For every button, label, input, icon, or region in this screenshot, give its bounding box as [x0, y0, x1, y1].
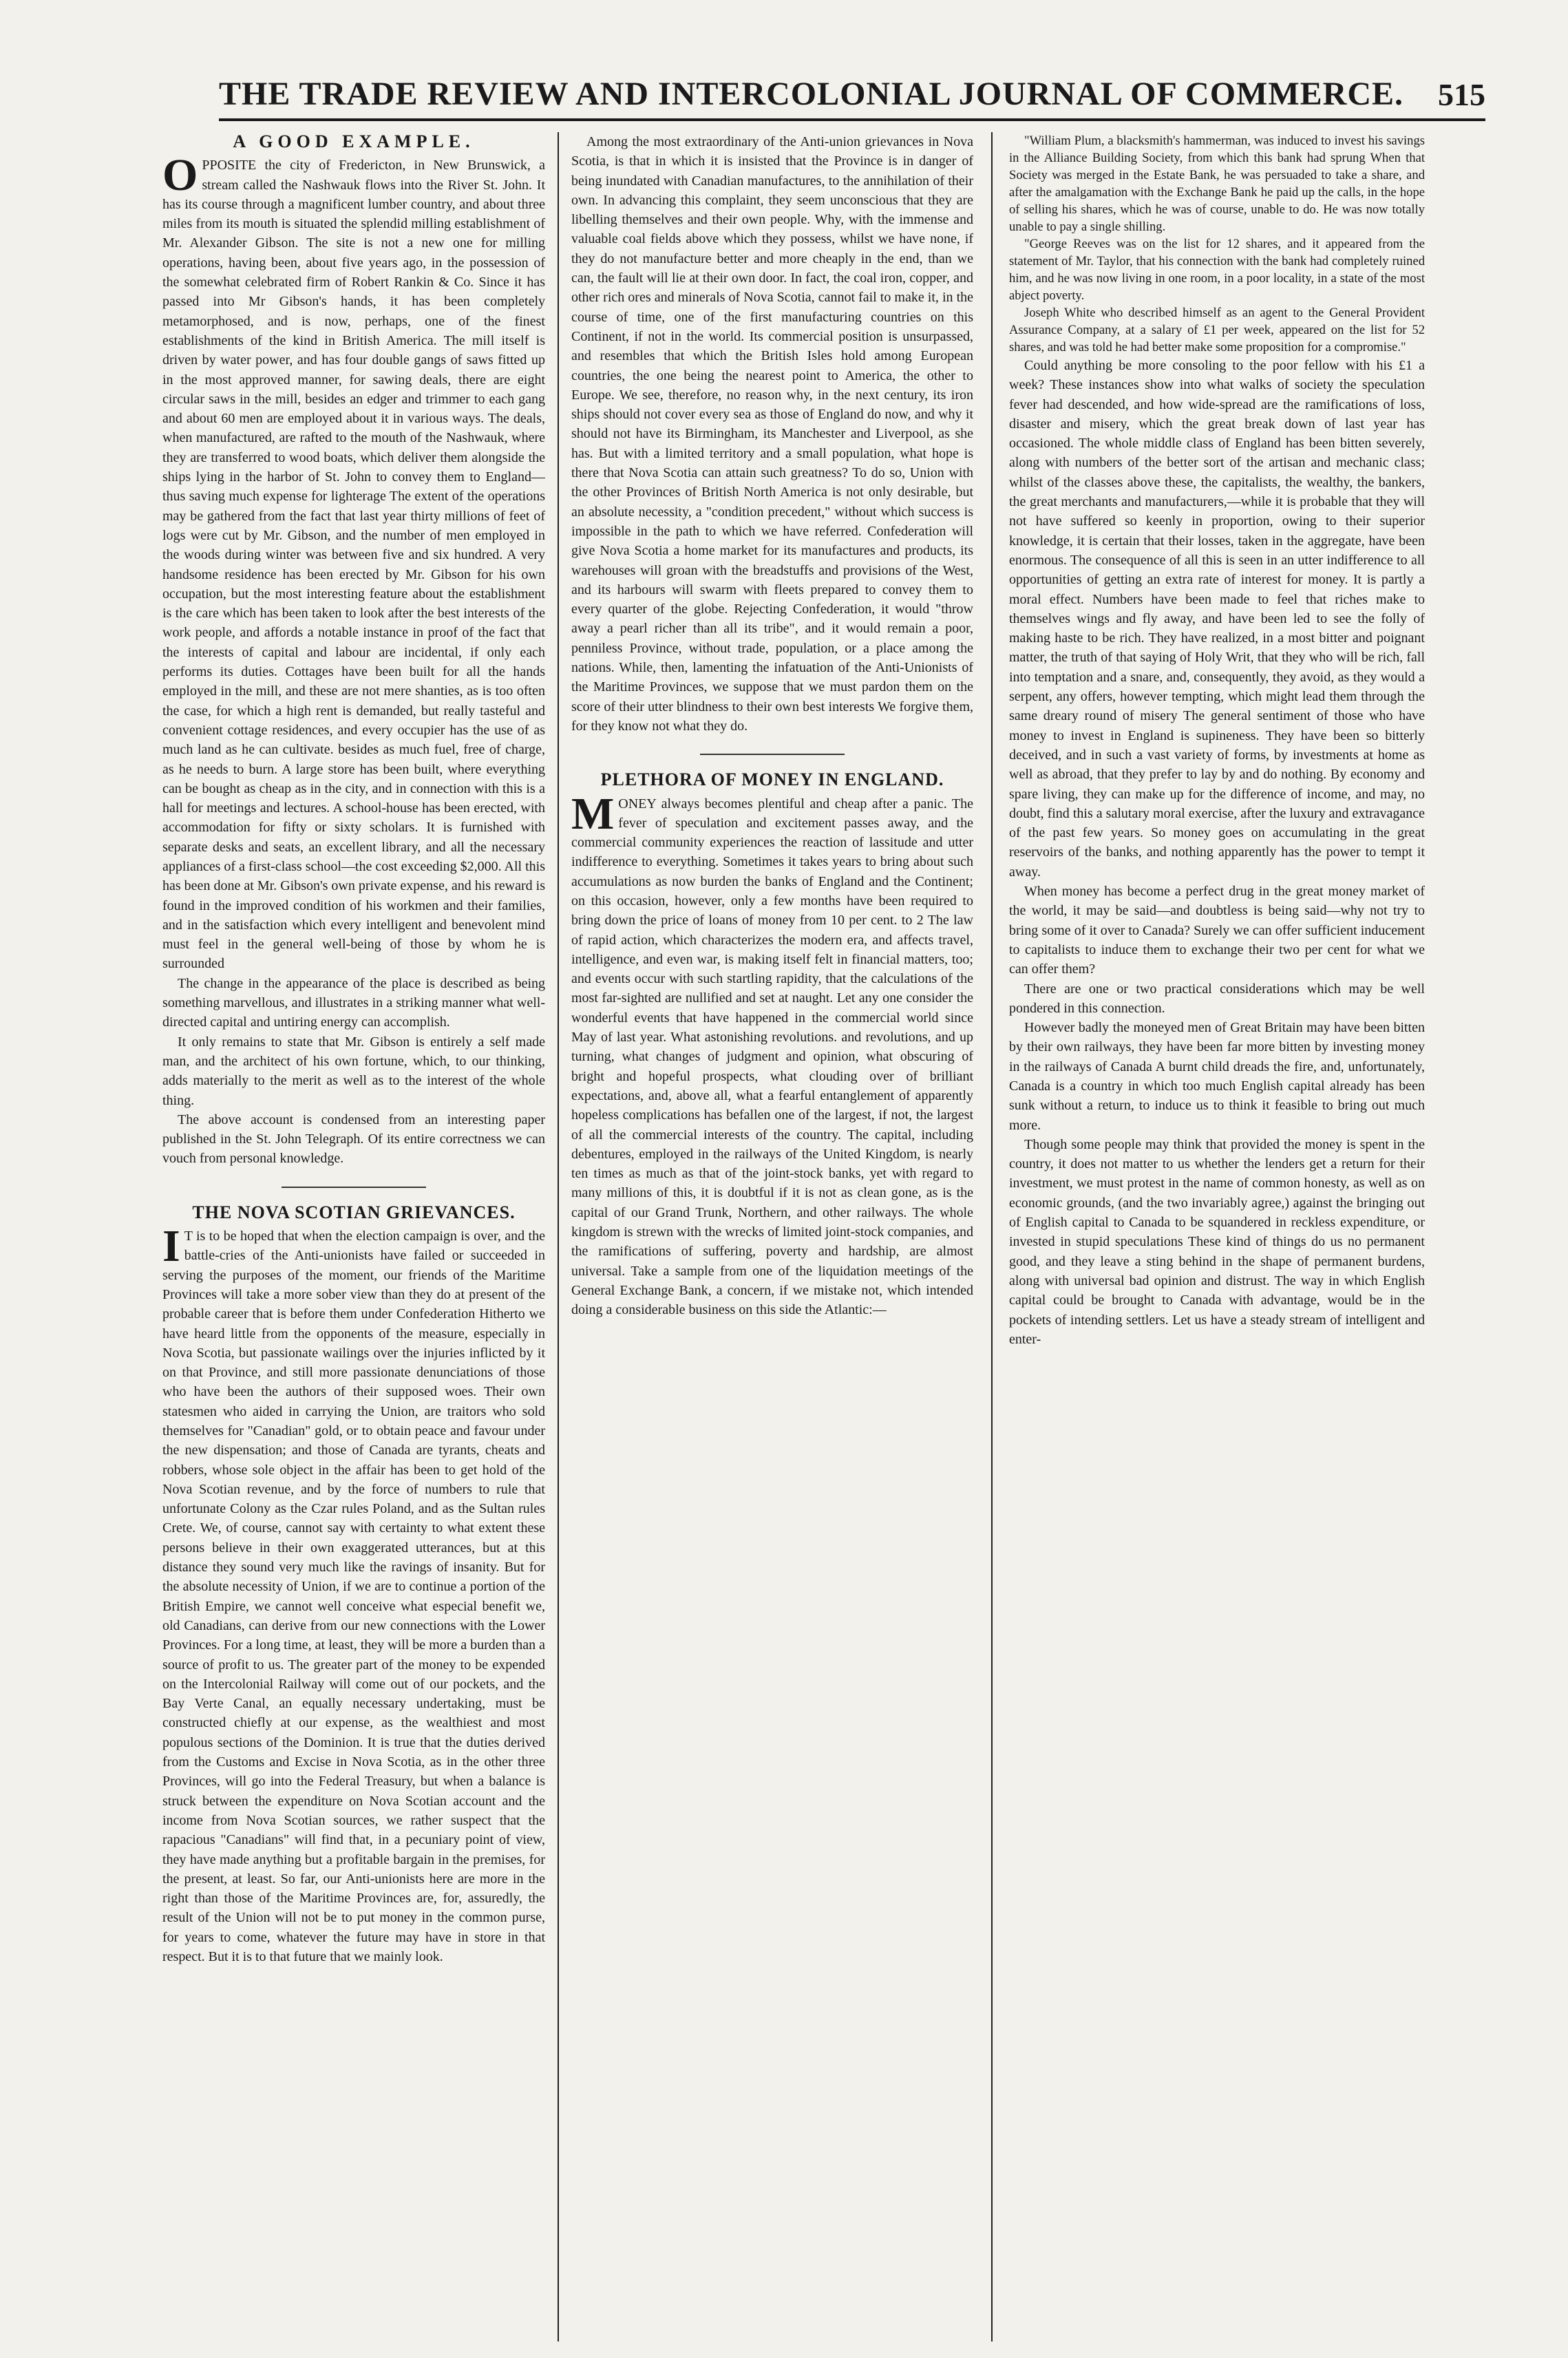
article-paragraph: Though some people may think that provided the money is spent in the country, it does not matter to us whether the lenders get a return for their investment, we must protest in the name of common honesty, as well as on economic grounds, (and the two invariably agree,) against the bringing out of English capital to Canada to be squandered in reckless expenditure, or invested in stupid speculations These kind of things do us no permanent good, and they leave a sting behind in the shape of permanent burdens, along with universal bad opinion and distrust. The way in which English capital could be brought to Canada with advantage, would be in the pockets of intending settlers. Let us have a steady stream of intelligent and enter- [1009, 1136, 1425, 1347]
article-title-plethora: PLETHORA OF MONEY IN ENGLAND. [600, 769, 944, 790]
quoted-testimony: "William Plum, a blacksmith's hammerman, was induced to invest his savings in the Alliance Building Society, from which this bank had sprung When that Society was merged in the Estate Bank, he was persuaded to take a share, and after the amalgamation with the Exchange Bank he paid up the calls, in the hope of selling his shares, which he was of course, unable to do. He was now totally unable to pay a single shilling. [1009, 134, 1425, 234]
drop-cap: O [162, 150, 198, 201]
page-number: 515 [1438, 77, 1485, 112]
article-title-nova-scotian: THE NOVA SCOTIAN GRIEVANCES. [192, 1202, 516, 1222]
column-rule-left [558, 132, 559, 2341]
drop-cap: M [571, 788, 615, 839]
article-paragraph: OPPOSITE the city of Fredericton, in New Brunswick, a stream called the Nashwauk flows into the River St. John. It has its course through a magnificent lumber country, and about three miles from its mouth is situated the splendid milling establishment of Mr. Alexander Gibson. The site is not a new one for milling operations, having been, about five years ago, in the possession of the somewhat celebrated firm of Robert Rankin & Co. Since it has passed into Mr Gibson's hands, it has been completely metamorphosed, and is now, perhaps, one of the finest establishments of the kind in British America. The mill itself is driven by water power, and has four double gangs of saws fitted up in the most approved manner, for sawing deals, there are eight circular saws in the mill, besides an edger and trimmer to each gang and about 60 men are employed about it in various ways. The deals, when manufactured, are rafted to the mouth of the Nashwauk, where they are transferred to wood boats, which deliver them alongside the ships lying in the harbor of St. John to convey them to England—thus saving much expense for lighterage The extent of the operations may be gathered from the fact that last year thirty millions of feet of logs were cut by Mr. Gibson, and the number of men employed in the woods during winter was between five and six hundred. A very handsome residence has been erected by Mr. Gibson for his own occupation, but the most interesting feature about the establishment is the care which has been taken to look after the best interests of the work people, and affords a notable instance in proof of the fact that the interests of capital and labour are incidental, if only each performs its duties. Cottages have been built for all the hands employed in the mill, and these are not mere shanties, as is too often the case, for which a high rent is demanded, but really tasteful and convenient cottage residences, and every occupier has the use of as much land as he can cultivate. besides as much fuel, free of charge, as he needs to burn. A large store has been built, where everything can be bought as cheap as in the city, and in connection with this is a hall for meetings and lectures. A school-house has been erected, with accommodation for fifty or sixty scholars. It is furnished with separate desks and seats, an excellent library, and all the necessary appliances of a first-class school—the cost exceeding $2,000. All this has been done at Mr. Gibson's own private expense, and his reward is found in the improved condition of his workmen and their families, and in the satisfaction which every intelligent and benevolent mind must feel in the general well-being of those by whom he is surrounded [162, 150, 545, 972]
nova-scotian-body-1: T is to be hoped that when the election campaign is over, and the battle-cries of the Anti-unionists have failed or succeeded in serving the purposes of the moment, our friends of the Maritime Provinces will take a more sober view than they do at present of the probable career that is before them under Confederation Hitherto we have heard little from the opponents of the measure, especially in Nova Scotia, but passionate wailings over the injuries inflicted by it on that Province, and still more passionate denunciations of those who have been the authors of their supposed woes. Their own statesmen who aided in carrying the Union, are traitors who sold themselves for "Canadian" gold, or to obtain peace and favour under the new dispensation; and those of Canada are tyrants, cheats and robbers, whose sole object in the affair has been to get hold of the Nova Scotian revenue, and by the force of numbers to rule that unfortunate Colony as the Czar rules Poland, and as the Sultan rules Crete. We, of course, cannot say with certainty to what extent these persons believe in their own exaggerated utterances, but at this distance they sound very much like the ravings of insanity. But for the absolute necessity of Union, if we are to continue a portion of the British Empire, we cannot well conceive what especial benefit we, old Canadians, can derive from our new connections with the Lower Provinces. For a long time, at least, they will be more a burden than a source of profit to us. The greater part of the money to be expended on the Intercolonial Railway will come out of our pockets, and the Bay Verte Canal, an equally necessary undertaking, must be constructed chiefly at our expense, as the wealthiest and most populous sections of the Dominion. It is true that the duties derived from the Customs and Excise in Nova Scotia, as in the other three Provinces, will go into the Federal Treasury, but when a balance is struck between the expenditure on Nova Scotian account and the income from Nova Scotian sources, we rather suspect that the rapacious "Canadians" will find that, in a pecuniary point of view, they have made anything but a profitable bargain in the premises, for the present, at least. So far, our Anti-unionists here are more in the right than those of the Maritime Provinces are, for, assuredly, the result of the Union will not be to put money in the common purse, for years to come, whatever the future may have in store in that respect. But it is to that future that we mainly look. [162, 1229, 545, 1965]
running-head [219, 66, 1485, 121]
column-2 [571, 132, 973, 2328]
article-paragraph: Among the most extraordinary of the Anti-union grievances in Nova Scotia, is that in which it is insisted that the Province is in danger of being inundated with Canadian manufactures, to the annihilation of their own. In advancing this complaint, they seem unconscious that they are libelling themselves and their own people. Why, with the immense and valuable coal fields above which they possess, whilst we have none, if they do not manufacture better and more cheaply in the end, than we can, the fault will lie at their own door. In fact, the coal iron, copper, and other rich ores and minerals of Nova Scotia, cannot fail to make it, in the course of time, one of the first manufacturing countries on this Continent, if not in the world. Its commercial position is unsurpassed, and resembles that which the British Isles hold among European countries, the one being the nearest point to America, the other to Europe. We see, therefore, no reason why, in the next century, its iron ships should not cover every sea as those of England do now, and why it should not have its Birmingham, its Manchester and Liverpool, as she has. But with a limited territory and a small population, what hope is there that Nova Scotia can attain such greatness? To do so, Union with the other Provinces of British North America is not only desirable, but an absolute necessity, a "condition precedent," without which success is impossible in the path to which we have referred. Confederation will give Nova Scotia a home market for its manufactures and products, its warehouses will groan with the breadstuffs and provisions of the West, and its harbours will swarm with fleets prepared to convey them to every quarter of the globe. Rejecting Confederation, it would "throw away a pearl richer than all its tribe", and it would remain a poor, penniless Province, without trade, population, or a place among the nations. While, then, lamenting the infatuation of the Anti-Unionists of the Maritime Provinces, we suppose that we must pardon them on the score of their utter blindness to their own best interests We forgive them, for they know not what they do. [571, 134, 973, 734]
article-paragraph: When money has become a perfect drug in the great money market of the world, it may be said—and doubtless is being said—why not try to bring some of it over to Canada? Surely we can offer sufficient inducement to capitalists to induce them to exchange their two per cent for what we can offer them? [1009, 884, 1425, 977]
article-paragraph: It only remains to state that Mr. Gibson is entirely a self made man, and the architect of his own fortune, which, to our thinking, adds materially to the merit as well as to the interest of the whole thing. [162, 1034, 545, 1108]
article-separator [282, 1187, 426, 1188]
article-paragraph: The above account is condensed from an interesting paper published in the St. John Telegraph. Of its entire correctness we can vouch from personal knowledge. [162, 1112, 545, 1167]
drop-cap: I [162, 1221, 180, 1272]
article-paragraph [571, 788, 973, 1320]
article-paragraph [162, 1221, 545, 1966]
column-rule-right [991, 132, 993, 2341]
column-1 [162, 132, 545, 2328]
article-separator [700, 754, 845, 755]
article-paragraph: However badly the moneyed men of Great Britain may have been bitten by their own railways, they have been far more bitten by investing money in the railways of Canada A burnt child dreads the fire, and, unfortunately, Canada is a country in which too much English capital already has been sunk without a return, to induce us to think it feasible to bring out much more. [1009, 1020, 1425, 1133]
article-title-good-example: A GOOD EXAMPLE. [233, 132, 475, 151]
plethora-body-1: ONEY always becomes plentiful and cheap after a panic. The fever of speculation and excitement passes away, and the commercial community experiences the reaction of lassitude and utter indifference to everything. Sometimes it takes years to bring about such accumulations as now burden the banks of England and the Continent; on this occasion, however, only a few months have been required to bring down the price of loans of money from 10 per cent. to 2 The law of rapid action, which characterizes the modern era, and affects travel, intelligence, and even war, is making itself felt in financial matters, too; and events occur with such startling rapidity, that the calculations of the most far-sighted are nullified and set at naught. Let any one consider the wonderful events that have happened in the commercial world since May of last year. What astonishing revolutions. and revolutions, and up turning, what changes of judgment and opinion, what obscuring of bright and hopeful prospects, what clouding over of brilliant expectations, and, above all, what a fearful entanglement of apparently hopeless complications has befallen one of the largest, if not, the largest of all the commercial interests of the country. The capital, including debentures, employed in the railways of the United Kingdom, is nearly ten times as much as that of the joint-stock banks, yet with regard to many millions of this, it is doubtful if it is not as clean gone, as is the capital of our Grand Trunk, Northern, and other railways. The whole kingdom is strewn with the wrecks of limited joint-stock companies, and the ramifications of suffering, poverty and hardship, are almost universal. Take a sample from one of the liquidation meetings of the General Exchange Bank, a concern, if we mistake not, which intended doing a considerable business on this side the Atlantic:— [571, 796, 973, 1318]
article-paragraph: Could anything be more consoling to the poor fellow with his £1 a week? These instances show into what walks of society the speculation fever had descended, and how wide-spread are the ramifications of loss, disaster and misery, which the great break down of last year has occasioned. The whole middle class of England has been bitten severely, along with numbers of the better sort of the artisan and mechanic class; whilst of the classes above these, the capitalists, the wealthy, the bankers, the great merchants and manufacturers,—while it is probable that they will not have suffered so keenly in proportion, owing to their superior knowledge, it is certain that their losses, taken in the aggregate, have been enormous. The consequence of all this is seen in an utter indifference to all opportunities of getting an extra rate of interest for money. It is partly a moral effect. Numbers have been made to feel that riches make to themselves wings and fly away, and have been led to see the folly of making haste to be rich. They have realized, in a most bitter and poignant matter, the truth of that saying of Holy Writ, that they who will be rich, fall into temptation and a snare, and, consequently, they avoid, as they would a serpent, any offers, however tempting, which might lead them through the same dreary round of misery The general sentiment of those who have money to invest in England is supineness. They have been so bitterly deceived, and in such a vast variety of forms, by investments at home as well as abroad, that they prefer to lay by and do nothing. By economy and spare living, they can make up for the difference of income, and may, no doubt, find this a salutary moral exercise, after the luxury and extravagance of the past few years. So money goes on accumulating in the great reservoirs of the banks, and nothing apparently has the power to tempt it away. [1009, 358, 1425, 880]
column-3 [1009, 132, 1425, 2328]
article-paragraph: The change in the appearance of the place is described as being something marvellous, and illustrates in a striking manner what well-directed capital and untiring energy can accomplish. [162, 975, 545, 1030]
article-paragraph: There are one or two practical considerations which may be well pondered in this connection. [1009, 981, 1425, 1016]
quoted-testimony: "George Reeves was on the list for 12 shares, and it appeared from the statement of Mr. Taylor, that his connection with the bank had completely ruined him, and he was now living in one room, in a poor locality, in a state of the most abject poverty. [1009, 237, 1425, 303]
quoted-testimony: Joseph White who described himself as an agent to the General Provident Assurance Company, at a salary of £1 per week, appeared on the list for 52 shares, and was told he had better make some proposition for a compromise." [1009, 306, 1425, 354]
running-title: THE TRADE REVIEW AND INTERCOLONIAL JOURNAL OF COMMERCE. [219, 76, 1404, 112]
